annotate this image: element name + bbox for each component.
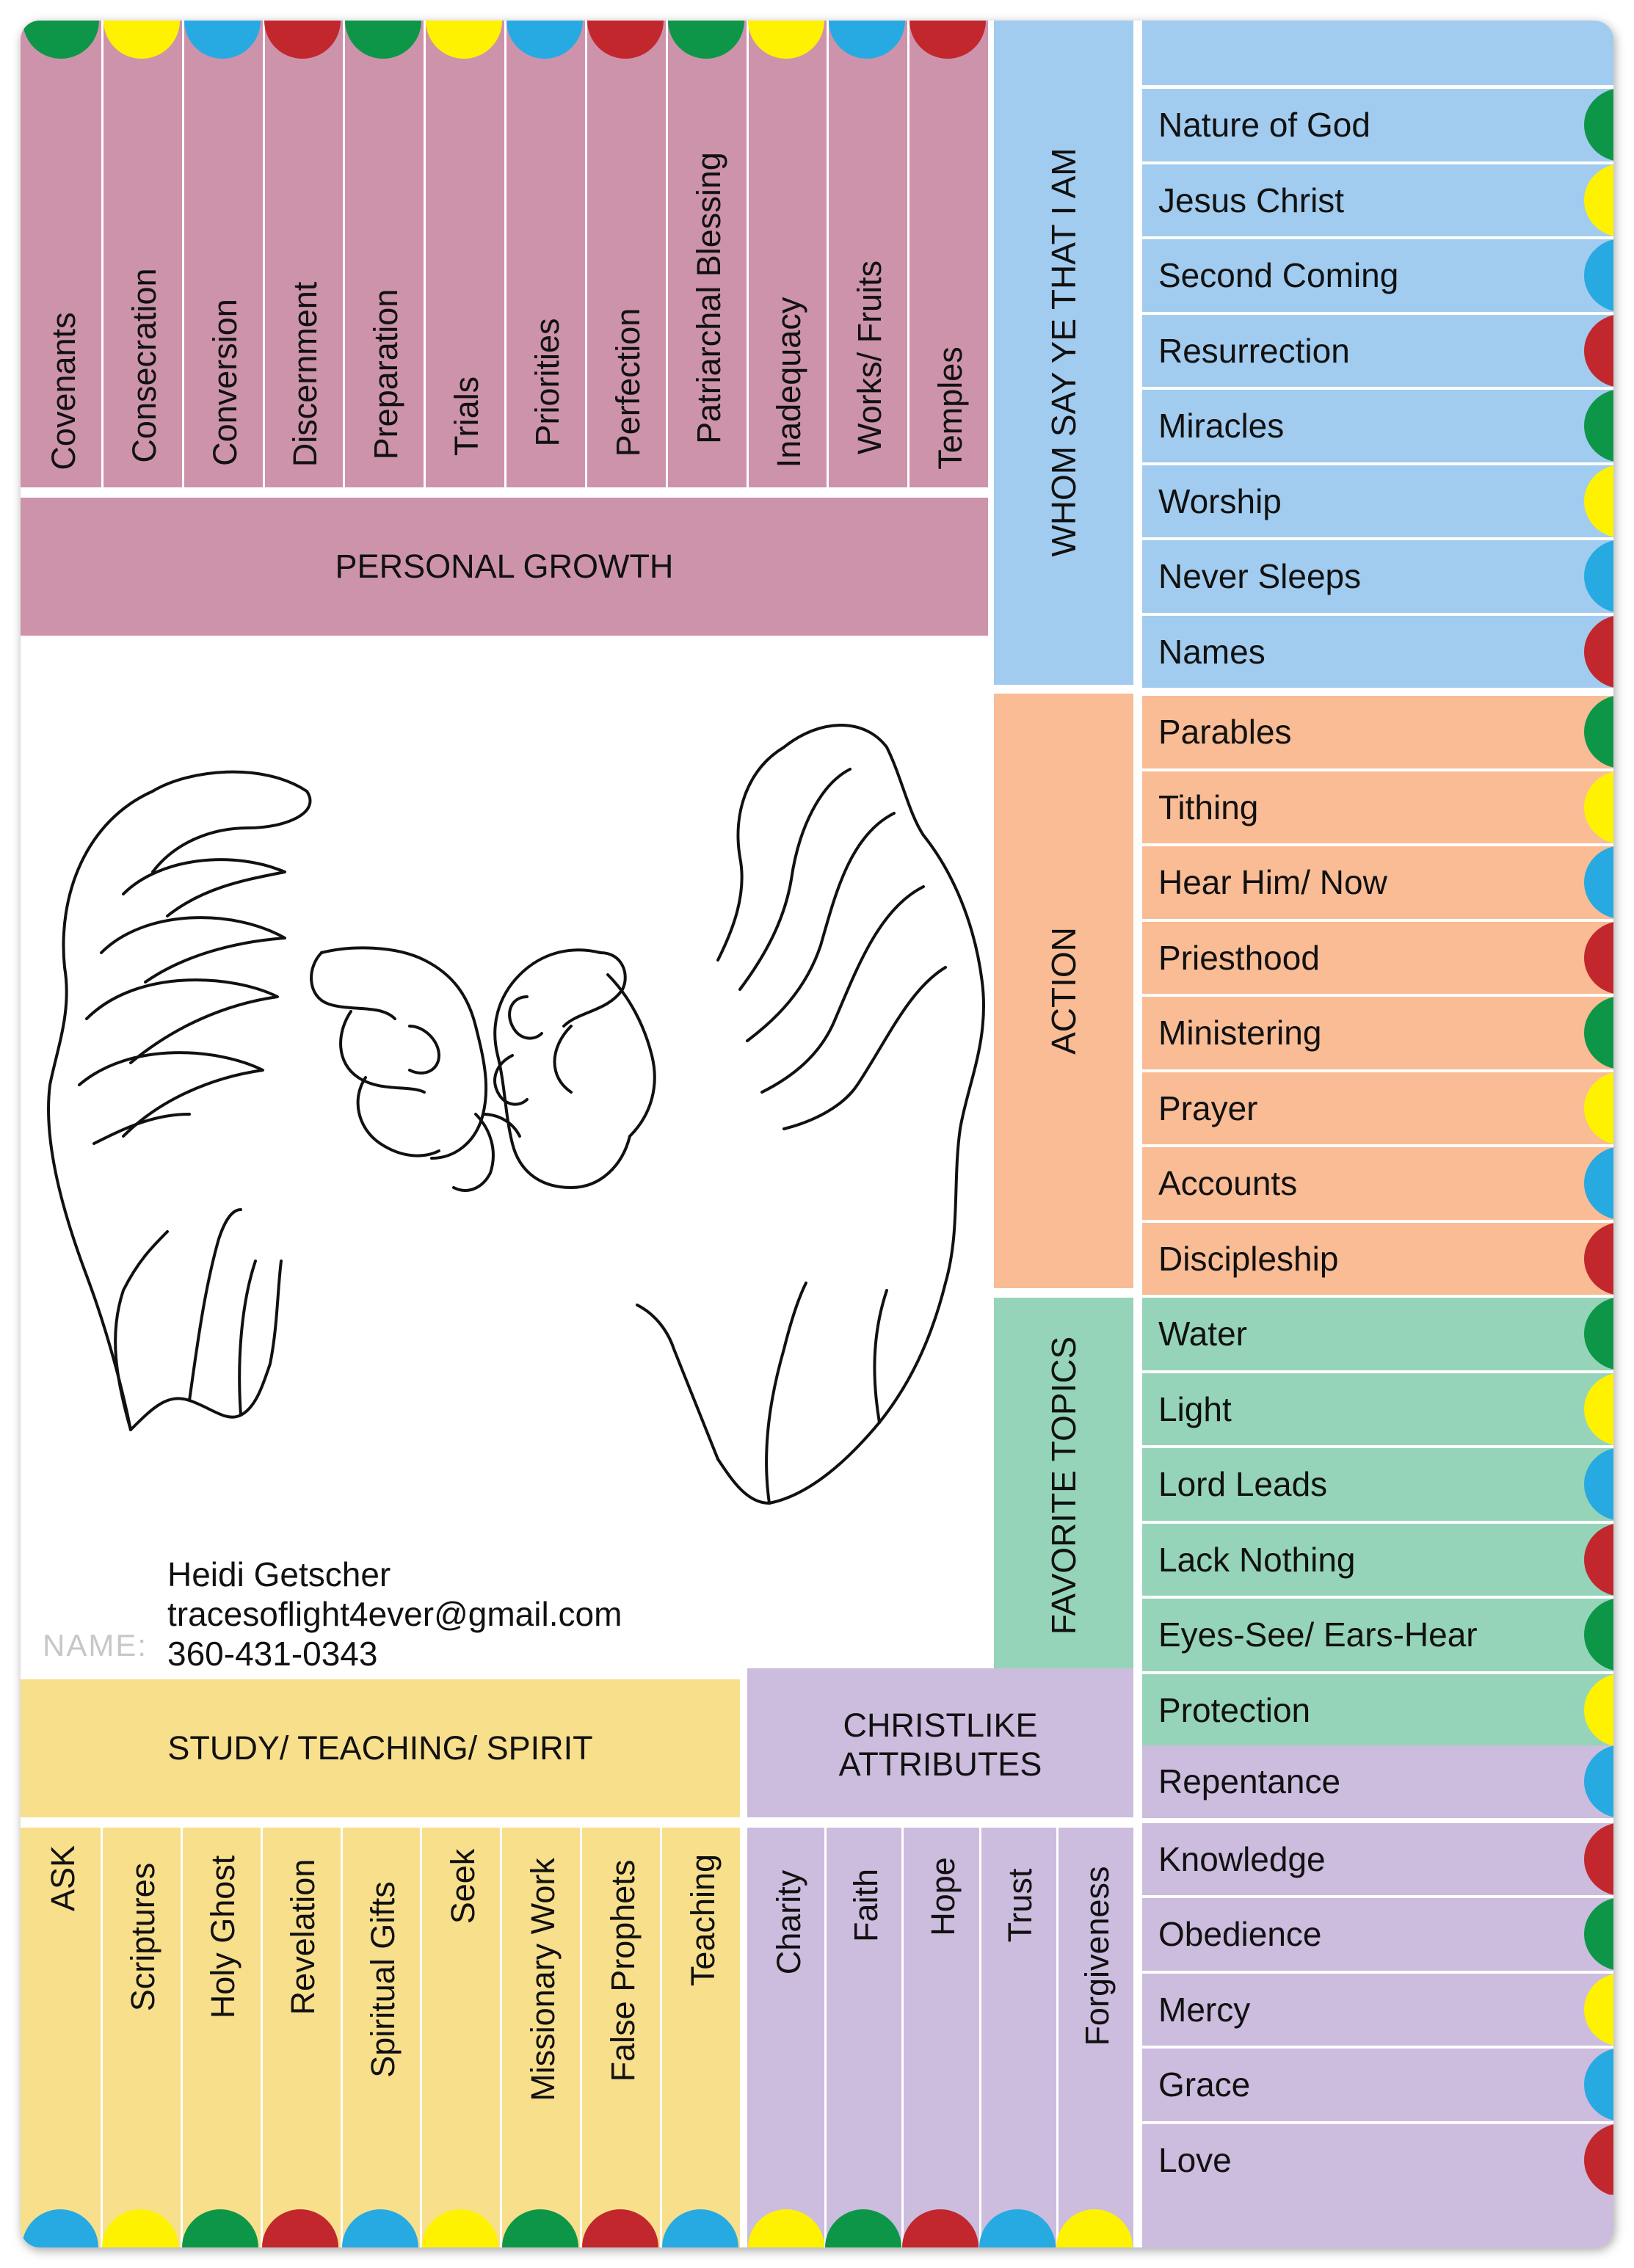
pg-tab-temples[interactable] <box>907 21 988 487</box>
tab-divider <box>827 21 829 487</box>
side-tab-never-sleeps[interactable] <box>1142 540 1613 613</box>
tab-color-dot <box>422 2209 498 2247</box>
tab-color-dot <box>1584 539 1613 613</box>
tab-color-dot <box>748 21 824 59</box>
study-tab-label: Teaching <box>683 1853 722 1987</box>
pg-tab-label: Consecration <box>125 268 163 463</box>
tab-divider <box>901 1828 904 2247</box>
tab-divider <box>500 1828 502 2247</box>
pg-tab-label: Conversion <box>206 299 244 466</box>
tab-divider <box>666 21 668 487</box>
side-tab-mercy[interactable] <box>1142 1974 1613 2046</box>
tab-color-dot <box>1584 846 1613 919</box>
tab-color-dot <box>1584 239 1613 312</box>
tab-color-dot <box>825 2209 901 2247</box>
tab-color-dot <box>506 21 583 59</box>
study-tab-missionary-work[interactable] <box>500 1828 580 2247</box>
side-tab-label: Obedience <box>1158 1915 1322 1954</box>
tab-color-dot <box>829 21 905 59</box>
tab-color-dot <box>1584 771 1613 844</box>
tab-color-dot <box>264 21 341 59</box>
side-tab-label: Prayer <box>1158 1088 1258 1127</box>
side-tab-label: Tithing <box>1158 788 1259 826</box>
side-tab-accounts[interactable] <box>1142 1147 1613 1220</box>
pg-tab-priorities[interactable] <box>504 21 585 487</box>
tab-color-dot <box>1584 164 1613 237</box>
christlike-tab-label: Hope <box>923 1857 962 1936</box>
side-tab-label: Worship <box>1158 481 1282 520</box>
tab-color-dot <box>662 2209 738 2247</box>
christlike-title-line1: CHRISTLIKE <box>843 1707 1038 1744</box>
tab-divider <box>979 1828 981 2247</box>
side-tab-parables[interactable] <box>1142 696 1613 768</box>
tab-color-dot <box>345 21 421 59</box>
study-tab-seek[interactable] <box>420 1828 500 2247</box>
pg-tab-discernment[interactable] <box>263 21 344 487</box>
tab-color-dot <box>1584 1523 1613 1596</box>
side-tab-lack-nothing[interactable] <box>1142 1524 1613 1596</box>
side-tab-label: Resurrection <box>1158 331 1350 370</box>
tab-color-dot <box>23 21 99 59</box>
tab-color-dot <box>1584 88 1613 161</box>
side-tab-eyes-see-ears-hear[interactable] <box>1142 1599 1613 1671</box>
pg-tab-label: Temples <box>932 346 970 470</box>
name-label: NAME: <box>43 1628 148 1662</box>
side-tab-label: Grace <box>1158 2065 1251 2104</box>
tab-color-dot <box>1584 1973 1613 2046</box>
tab-color-dot <box>1584 921 1613 995</box>
side-tab-label: Water <box>1158 1315 1247 1353</box>
tab-color-dot <box>1584 695 1613 768</box>
tab-divider <box>585 21 587 487</box>
side-tab-tithing[interactable] <box>1142 771 1613 844</box>
side-tab-label: Hear Him/ Now <box>1158 863 1387 902</box>
study-title: STUDY/ TEACHING/ SPIRIT <box>167 1729 593 1767</box>
pg-tab-trials[interactable] <box>424 21 504 487</box>
side-tab-priesthood[interactable] <box>1142 922 1613 995</box>
christlike-title-line2: ATTRIBUTES <box>838 1745 1042 1783</box>
study-tab-scriptures[interactable] <box>101 1828 181 2247</box>
christlike-header <box>747 1668 1133 1817</box>
tab-divider <box>824 1828 827 2247</box>
side-tab-obedience[interactable] <box>1142 1898 1613 1971</box>
side-tab-label: Nature of God <box>1158 106 1370 145</box>
side-tab-label: Repentance <box>1158 1762 1341 1801</box>
christlike-tab-trust[interactable] <box>979 1828 1056 2247</box>
study-tab-label: False Prophets <box>603 1859 642 2082</box>
side-tab-miracles[interactable] <box>1142 390 1613 462</box>
tab-color-dot <box>502 2209 578 2247</box>
tab-divider <box>1056 1828 1059 2247</box>
tab-color-dot <box>1584 314 1613 388</box>
christlike-tab-charity[interactable] <box>747 1828 824 2247</box>
side-tab-ministering[interactable] <box>1142 997 1613 1069</box>
pg-tab-conversion[interactable] <box>182 21 263 487</box>
side-tab-label: Light <box>1158 1389 1232 1428</box>
tab-divider <box>343 21 345 487</box>
tab-color-dot <box>1584 2123 1613 2197</box>
tab-divider <box>907 21 909 487</box>
personal-growth-title: PERSONAL GROWTH <box>335 548 674 585</box>
favorite-topics-section <box>994 1298 1133 1673</box>
side-tab-water[interactable] <box>1142 1298 1613 1370</box>
tab-color-dot <box>426 21 502 59</box>
tab-color-dot <box>668 21 744 59</box>
pg-tab-label: Discernment <box>286 281 324 467</box>
praying-hands-illustration <box>43 703 1012 1533</box>
tab-divider <box>101 21 104 487</box>
pg-tab-patriarchal-blessing[interactable] <box>666 21 747 487</box>
side-tab-second-coming[interactable] <box>1142 239 1613 312</box>
study-tab-ask[interactable] <box>21 1828 101 2247</box>
side-tab-lord-leads[interactable] <box>1142 1448 1613 1521</box>
pg-tab-label: Trials <box>448 376 486 457</box>
side-tab-repentance[interactable] <box>1142 1745 1613 1818</box>
side-tab-label: Lack Nothing <box>1158 1540 1356 1579</box>
contact-name: Heidi Getscher <box>167 1555 391 1593</box>
tab-color-dot <box>1584 1897 1613 1971</box>
side-tab-hear-him-now[interactable] <box>1142 846 1613 919</box>
christlike-tab-label: Forgiveness <box>1078 1865 1116 2046</box>
tab-divider <box>504 21 506 487</box>
action-section <box>994 694 1133 1288</box>
tab-divider <box>101 1828 103 2247</box>
pg-tab-covenants[interactable] <box>21 21 101 487</box>
study-tab-label: Seek <box>443 1848 482 1924</box>
side-tab-label: Priesthood <box>1158 938 1320 977</box>
side-tab-prayer[interactable] <box>1142 1072 1613 1145</box>
whom-say-ye-title: WHOM SAY YE THAT I AM <box>1045 148 1083 557</box>
pg-tab-consecration[interactable] <box>101 21 182 487</box>
tab-divider <box>660 1828 662 2247</box>
christlike-tab-forgiveness[interactable] <box>1056 1828 1133 2247</box>
tab-color-dot <box>1584 1673 1613 1747</box>
pg-tab-label: Covenants <box>44 311 82 470</box>
tab-color-dot <box>909 21 986 59</box>
tab-divider-card <box>21 21 1613 2247</box>
side-tab-label: Miracles <box>1158 407 1285 446</box>
tab-color-dot <box>1584 1598 1613 1671</box>
christlike-tab-label: Faith <box>846 1868 885 1942</box>
pg-tab-preparation[interactable] <box>343 21 424 487</box>
side-tab-label: Never Sleeps <box>1158 557 1362 596</box>
tab-color-dot <box>979 2209 1056 2247</box>
pg-tab-works-fruits[interactable] <box>827 21 907 487</box>
tab-color-dot <box>902 2209 978 2247</box>
tab-color-dot <box>262 2209 338 2247</box>
tab-color-dot <box>1584 389 1613 462</box>
study-tab-label: Scriptures <box>124 1862 162 2012</box>
side-tab-label: Jesus Christ <box>1158 181 1345 219</box>
study-tab-holy-ghost[interactable] <box>181 1828 261 2247</box>
tab-color-dot <box>1584 465 1613 538</box>
tab-color-dot <box>582 2209 658 2247</box>
side-tab-label: Mercy <box>1158 1990 1251 2029</box>
tab-color-dot <box>1584 1822 1613 1896</box>
tab-color-dot <box>22 2209 98 2247</box>
pg-tab-label: Inadequacy <box>770 297 808 468</box>
tab-color-dot <box>1584 1146 1613 1220</box>
side-tab-label: Discipleship <box>1158 1239 1339 1278</box>
tab-divider <box>580 1828 582 2247</box>
side-tab-protection[interactable] <box>1142 1674 1613 1747</box>
tab-color-dot <box>1584 1447 1613 1521</box>
tab-color-dot <box>1584 2048 1613 2121</box>
side-tab-nature-of-god[interactable] <box>1142 89 1613 161</box>
study-tab-label: ASK <box>44 1844 82 1911</box>
side-tab-grace[interactable] <box>1142 2049 1613 2121</box>
tab-divider <box>747 21 749 487</box>
side-tab-label: Protection <box>1158 1690 1311 1729</box>
pg-tab-label: Preparation <box>367 288 405 459</box>
tab-color-dot <box>102 2209 178 2247</box>
action-title: ACTION <box>1045 927 1083 1055</box>
side-tab-names[interactable] <box>1142 616 1613 688</box>
tab-color-dot <box>748 2209 824 2247</box>
pg-tab-label: Priorities <box>528 318 566 447</box>
side-tab-label: Ministering <box>1158 1014 1322 1053</box>
study-tab-revelation[interactable] <box>261 1828 341 2247</box>
tab-divider <box>341 1828 343 2247</box>
tab-color-dot <box>1584 1222 1613 1295</box>
side-tab-light[interactable] <box>1142 1373 1613 1446</box>
tab-divider <box>420 1828 422 2247</box>
tab-divider <box>263 21 265 487</box>
study-tab-label: Revelation <box>284 1858 322 2016</box>
side-tab-label: Names <box>1158 632 1266 671</box>
tab-color-dot <box>104 21 180 59</box>
side-tab-jesus-christ[interactable] <box>1142 164 1613 237</box>
study-header <box>21 1679 740 1817</box>
tab-color-dot <box>184 21 261 59</box>
study-tab-label: Spiritual Gifts <box>363 1880 402 2078</box>
side-tab-discipleship[interactable] <box>1142 1223 1613 1295</box>
side-tab-worship[interactable] <box>1142 465 1613 538</box>
whom-say-ye-top-spacer <box>1142 21 1613 85</box>
tab-color-dot <box>1584 996 1613 1069</box>
tab-color-dot <box>1056 2209 1133 2247</box>
study-tab-label: Holy Ghost <box>204 1855 242 2019</box>
tab-divider <box>261 1828 263 2247</box>
tab-color-dot <box>1584 1072 1613 1145</box>
study-tab-false-prophets[interactable] <box>580 1828 660 2247</box>
side-tab-label: Lord Leads <box>1158 1465 1328 1504</box>
side-tab-resurrection[interactable] <box>1142 315 1613 388</box>
side-tab-label: Eyes-See/ Ears-Hear <box>1158 1615 1478 1654</box>
personal-growth-header <box>21 498 988 636</box>
tab-color-dot <box>342 2209 418 2247</box>
study-tab-spiritual-gifts[interactable] <box>341 1828 421 2247</box>
side-bottom-spacer <box>1142 2195 1613 2247</box>
tab-color-dot <box>1584 615 1613 688</box>
tab-color-dot <box>1584 1745 1613 1818</box>
christlike-tab-label: Charity <box>769 1869 807 1974</box>
christlike-tab-label: Trust <box>1001 1868 1039 1942</box>
study-tab-label: Missionary Work <box>523 1857 562 2101</box>
tab-color-dot <box>182 2209 258 2247</box>
pg-tab-label: Works/ Fruits <box>851 260 889 454</box>
pg-tab-perfection[interactable] <box>585 21 666 487</box>
tab-divider <box>182 21 184 487</box>
pg-tab-label: Patriarchal Blessing <box>689 152 727 444</box>
contact-phone: 360-431-0343 <box>167 1635 378 1673</box>
side-tab-label: Love <box>1158 2140 1232 2179</box>
side-tab-label: Second Coming <box>1158 256 1399 295</box>
christlike-tab-hope[interactable] <box>901 1828 978 2247</box>
side-tab-knowledge[interactable] <box>1142 1823 1613 1896</box>
side-tab-label: Knowledge <box>1158 1839 1326 1878</box>
favorite-topics-title: FAVORITE TOPICS <box>1045 1336 1083 1635</box>
tab-color-dot <box>1584 1373 1613 1446</box>
pg-tab-inadequacy[interactable] <box>747 21 827 487</box>
side-tab-label: Accounts <box>1158 1164 1298 1203</box>
tab-color-dot <box>587 21 664 59</box>
side-tab-love[interactable] <box>1142 2124 1613 2197</box>
whom-say-ye-section <box>994 21 1133 685</box>
tab-divider <box>181 1828 183 2247</box>
study-tab-teaching[interactable] <box>660 1828 740 2247</box>
tab-divider <box>424 21 426 487</box>
side-tab-label: Parables <box>1158 713 1292 752</box>
pg-tab-label: Perfection <box>609 308 647 457</box>
tab-color-dot <box>1584 1297 1613 1370</box>
christlike-tab-faith[interactable] <box>824 1828 901 2247</box>
contact-email: tracesoflight4ever@gmail.com <box>167 1595 622 1633</box>
